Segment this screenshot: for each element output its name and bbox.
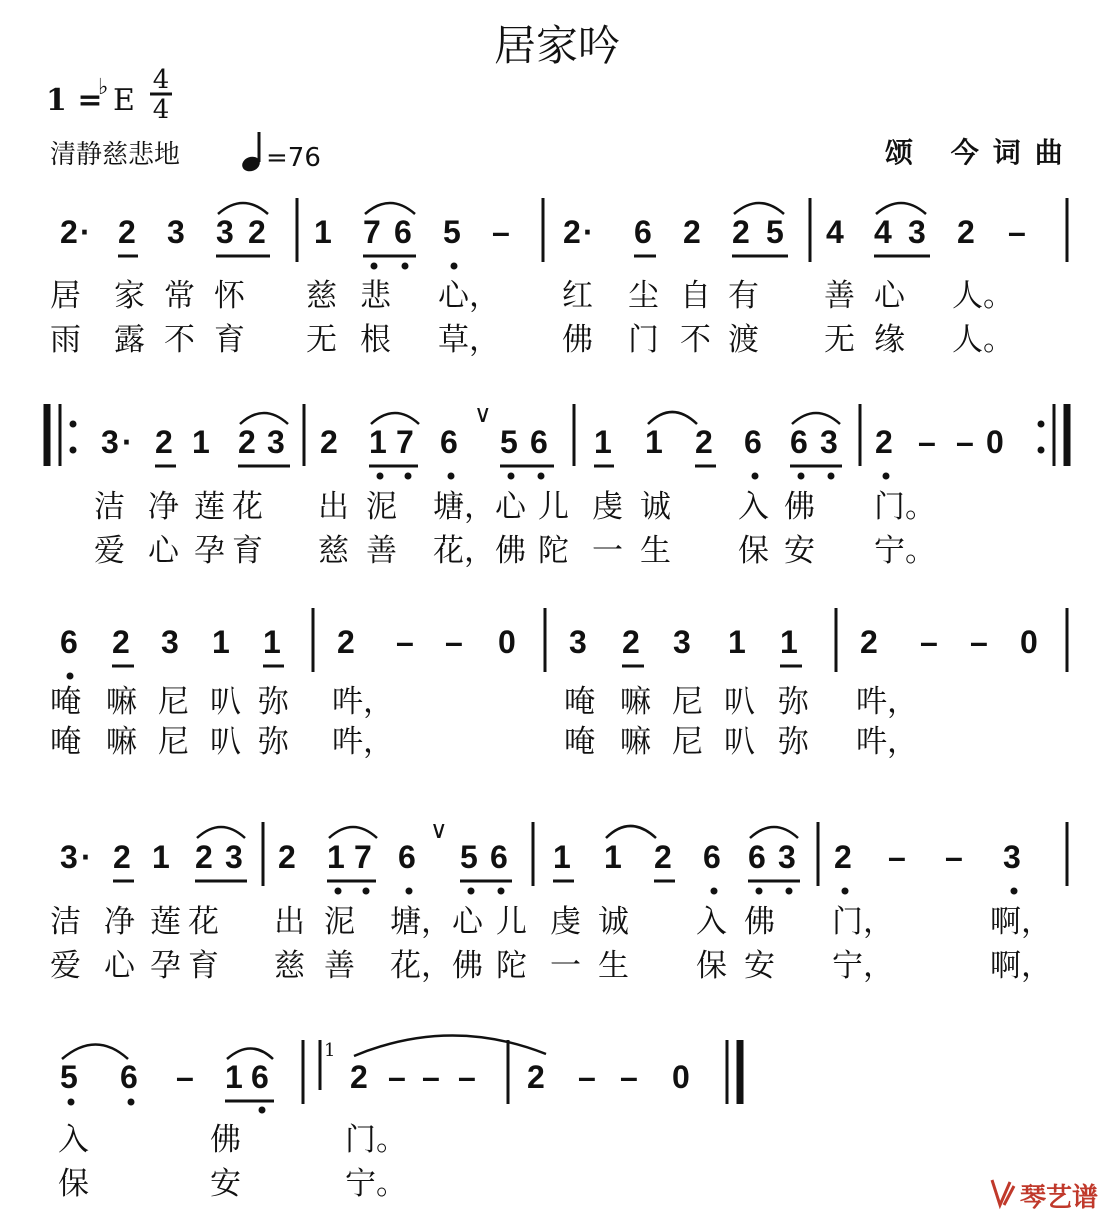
svg-text:6: 6 bbox=[790, 424, 808, 460]
svg-text:自: 自 bbox=[680, 278, 711, 314]
svg-text:慈: 慈 bbox=[306, 278, 337, 314]
svg-text:6: 6 bbox=[398, 839, 416, 875]
key-signature bbox=[46, 65, 172, 125]
svg-text:心，: 心， bbox=[438, 278, 500, 314]
svg-text:唵: 唵 bbox=[564, 724, 595, 760]
svg-text:·: · bbox=[81, 839, 92, 875]
time-signature-top: 4 bbox=[152, 65, 170, 95]
svg-text:1: 1 bbox=[728, 624, 746, 660]
svg-text:善: 善 bbox=[366, 533, 397, 569]
svg-text:心: 心 bbox=[874, 278, 905, 314]
svg-text:5: 5 bbox=[766, 214, 784, 250]
svg-text:–: – bbox=[422, 1059, 440, 1095]
svg-text:露: 露 bbox=[114, 322, 145, 358]
svg-text:佛: 佛 bbox=[744, 904, 775, 940]
svg-text:1: 1 bbox=[263, 624, 281, 660]
svg-text:慈: 慈 bbox=[274, 948, 305, 984]
svg-text:3: 3 bbox=[1003, 839, 1021, 875]
svg-text:–: – bbox=[1008, 214, 1026, 250]
svg-text:唵: 唵 bbox=[50, 684, 81, 720]
svg-text:陀: 陀 bbox=[538, 533, 569, 569]
svg-text:叭: 叭 bbox=[210, 724, 241, 760]
svg-text:陀: 陀 bbox=[496, 948, 527, 984]
svg-text:育: 育 bbox=[188, 948, 219, 984]
svg-text:2: 2 bbox=[527, 1059, 545, 1095]
svg-text:2: 2 bbox=[654, 839, 672, 875]
svg-text:生: 生 bbox=[598, 948, 629, 984]
svg-text:–: – bbox=[956, 424, 974, 460]
svg-text:0: 0 bbox=[498, 624, 516, 660]
breath-mark: ∨ bbox=[430, 816, 448, 844]
svg-text:洁: 洁 bbox=[94, 489, 125, 525]
notes bbox=[60, 624, 1038, 660]
svg-text:–: – bbox=[176, 1059, 194, 1095]
svg-text:·: · bbox=[122, 424, 133, 460]
svg-text:吽，: 吽， bbox=[856, 724, 918, 760]
svg-text:诚: 诚 bbox=[598, 904, 629, 940]
svg-text:2: 2 bbox=[875, 424, 893, 460]
svg-text:弥: 弥 bbox=[258, 684, 289, 720]
svg-text:5: 5 bbox=[60, 1059, 78, 1095]
svg-text:花: 花 bbox=[232, 489, 263, 525]
svg-text:叭: 叭 bbox=[724, 724, 755, 760]
svg-text:2: 2 bbox=[732, 214, 750, 250]
svg-text:3: 3 bbox=[267, 424, 285, 460]
svg-text:3: 3 bbox=[673, 624, 691, 660]
svg-text:爱: 爱 bbox=[50, 948, 81, 984]
breath-mark: ∨ bbox=[474, 400, 492, 428]
svg-text:3: 3 bbox=[167, 214, 185, 250]
svg-text:宁。: 宁。 bbox=[874, 533, 936, 569]
svg-text:孕: 孕 bbox=[150, 948, 181, 984]
svg-text:尼: 尼 bbox=[158, 724, 189, 760]
logo-icon bbox=[992, 1180, 1014, 1205]
svg-text:啊，: 啊， bbox=[990, 948, 1052, 984]
score-line-5 bbox=[58, 1035, 740, 1202]
svg-text:尼: 尼 bbox=[672, 724, 703, 760]
svg-text:2: 2 bbox=[155, 424, 173, 460]
svg-text:安: 安 bbox=[784, 533, 815, 569]
svg-text:7: 7 bbox=[354, 839, 372, 875]
svg-text:雨: 雨 bbox=[50, 322, 81, 358]
svg-text:红: 红 bbox=[562, 278, 593, 314]
svg-text:6: 6 bbox=[744, 424, 762, 460]
svg-text:吽，: 吽， bbox=[856, 684, 918, 720]
svg-text:一: 一 bbox=[550, 948, 581, 984]
svg-text:2: 2 bbox=[683, 214, 701, 250]
svg-text:弥: 弥 bbox=[258, 724, 289, 760]
notes bbox=[101, 424, 1004, 460]
svg-text:2: 2 bbox=[278, 839, 296, 875]
svg-text:宁。: 宁。 bbox=[345, 1166, 407, 1202]
svg-text:吽，: 吽， bbox=[332, 724, 394, 760]
svg-text:1: 1 bbox=[314, 214, 332, 250]
svg-text:善: 善 bbox=[324, 948, 355, 984]
time-signature-bottom: 4 bbox=[152, 95, 170, 125]
svg-text:佛: 佛 bbox=[210, 1122, 241, 1158]
svg-text:门: 门 bbox=[628, 322, 659, 358]
svg-text:塘，心: 塘，心 bbox=[390, 904, 483, 940]
svg-text:2: 2 bbox=[195, 839, 213, 875]
svg-text:悲: 悲 bbox=[360, 278, 391, 314]
svg-text:渡: 渡 bbox=[728, 322, 759, 358]
score-line-3 bbox=[50, 608, 1067, 760]
svg-text:有: 有 bbox=[728, 278, 759, 314]
svg-text:6: 6 bbox=[394, 214, 412, 250]
svg-text:5: 5 bbox=[500, 424, 518, 460]
svg-text:入: 入 bbox=[696, 904, 727, 940]
svg-text:–: – bbox=[445, 624, 463, 660]
svg-text:3: 3 bbox=[569, 624, 587, 660]
svg-text:安: 安 bbox=[210, 1166, 241, 1202]
expression-mark: 清静慈悲地 bbox=[50, 140, 181, 170]
svg-text:唵: 唵 bbox=[564, 684, 595, 720]
svg-text:家: 家 bbox=[114, 278, 145, 314]
svg-text:2: 2 bbox=[834, 839, 852, 875]
svg-text:3: 3 bbox=[778, 839, 796, 875]
svg-text:0: 0 bbox=[672, 1059, 690, 1095]
svg-text:善: 善 bbox=[824, 278, 855, 314]
lyrics-verse-2 bbox=[50, 724, 918, 760]
lyrics-verse-1 bbox=[50, 904, 1052, 940]
svg-text:1: 1 bbox=[369, 424, 387, 460]
svg-text:5: 5 bbox=[460, 839, 478, 875]
tempo-mark bbox=[240, 132, 321, 174]
svg-text:不: 不 bbox=[680, 322, 711, 358]
score-line-4 bbox=[50, 816, 1067, 984]
svg-text:叭: 叭 bbox=[724, 684, 755, 720]
svg-text:门。: 门。 bbox=[874, 489, 936, 525]
svg-text:5: 5 bbox=[443, 214, 461, 250]
svg-text:出: 出 bbox=[274, 904, 305, 940]
svg-text:1: 1 bbox=[594, 424, 612, 460]
svg-text:–: – bbox=[620, 1059, 638, 1095]
svg-text:尘: 尘 bbox=[628, 278, 659, 314]
svg-text:缘: 缘 bbox=[874, 322, 905, 358]
svg-text:不: 不 bbox=[164, 322, 195, 358]
svg-text:2: 2 bbox=[563, 214, 581, 250]
svg-text:无: 无 bbox=[824, 322, 855, 358]
svg-text:虔: 虔 bbox=[592, 489, 623, 525]
svg-text:2: 2 bbox=[957, 214, 975, 250]
svg-text:爱: 爱 bbox=[94, 533, 125, 569]
svg-text:佛: 佛 bbox=[784, 489, 815, 525]
svg-text:洁: 洁 bbox=[50, 904, 81, 940]
svg-text:4: 4 bbox=[826, 214, 844, 250]
svg-text:–: – bbox=[458, 1059, 476, 1095]
svg-text:2: 2 bbox=[320, 424, 338, 460]
svg-text:出: 出 bbox=[318, 489, 349, 525]
svg-text:1: 1 bbox=[212, 624, 230, 660]
svg-text:6: 6 bbox=[251, 1059, 269, 1095]
lyrics-verse-1 bbox=[50, 684, 918, 720]
svg-text:2: 2 bbox=[118, 214, 136, 250]
svg-text:2: 2 bbox=[112, 624, 130, 660]
svg-text:3: 3 bbox=[60, 839, 78, 875]
svg-text:嘛: 嘛 bbox=[620, 724, 651, 760]
svg-text:嘛: 嘛 bbox=[106, 684, 137, 720]
svg-text:琴艺谱: 琴艺谱 bbox=[1020, 1183, 1099, 1213]
svg-text:吽，: 吽， bbox=[332, 684, 394, 720]
svg-text:心: 心 bbox=[104, 948, 135, 984]
svg-text:儿: 儿 bbox=[538, 489, 569, 525]
svg-text:泥: 泥 bbox=[324, 904, 355, 940]
svg-text:1: 1 bbox=[780, 624, 798, 660]
svg-text:慈: 慈 bbox=[318, 533, 349, 569]
svg-text:无: 无 bbox=[306, 322, 337, 358]
svg-text:1: 1 bbox=[645, 424, 663, 460]
lyrics-verse-2 bbox=[58, 1166, 407, 1202]
svg-text:6: 6 bbox=[703, 839, 721, 875]
svg-text:–: – bbox=[388, 1059, 406, 1095]
svg-text:6: 6 bbox=[60, 624, 78, 660]
svg-text:3: 3 bbox=[101, 424, 119, 460]
svg-text:2: 2 bbox=[695, 424, 713, 460]
svg-text:–: – bbox=[918, 424, 936, 460]
svg-text:净: 净 bbox=[104, 904, 135, 940]
svg-text:人。: 人。 bbox=[952, 322, 1014, 358]
lyrics-verse-2 bbox=[50, 948, 1052, 984]
notes bbox=[60, 839, 1021, 875]
svg-text:2: 2 bbox=[350, 1059, 368, 1095]
svg-text:1: 1 bbox=[225, 1059, 243, 1095]
svg-text:2: 2 bbox=[113, 839, 131, 875]
svg-text:净: 净 bbox=[148, 489, 179, 525]
svg-text:7: 7 bbox=[363, 214, 381, 250]
svg-text:–: – bbox=[920, 624, 938, 660]
svg-text:保: 保 bbox=[738, 533, 769, 569]
svg-text:儿: 儿 bbox=[496, 904, 527, 940]
svg-text:佛: 佛 bbox=[562, 322, 593, 358]
svg-text:0: 0 bbox=[986, 424, 1004, 460]
score-line-2 bbox=[47, 400, 1067, 569]
svg-text:常: 常 bbox=[164, 278, 195, 314]
svg-text:入: 入 bbox=[738, 489, 769, 525]
svg-text:=76: =76 bbox=[266, 143, 321, 173]
svg-text:啊，: 啊， bbox=[990, 904, 1052, 940]
svg-text:·: · bbox=[583, 214, 594, 250]
svg-text:塘，心: 塘，心 bbox=[433, 489, 526, 525]
svg-text:诚: 诚 bbox=[640, 489, 671, 525]
svg-text:–: – bbox=[970, 624, 988, 660]
svg-text:花: 花 bbox=[188, 904, 219, 940]
svg-text:莲: 莲 bbox=[150, 904, 181, 940]
svg-text:花，佛: 花，佛 bbox=[433, 533, 526, 569]
svg-text:–: – bbox=[945, 839, 963, 875]
svg-text:尼: 尼 bbox=[158, 684, 189, 720]
svg-text:3: 3 bbox=[161, 624, 179, 660]
svg-text:2: 2 bbox=[337, 624, 355, 660]
svg-text:1: 1 bbox=[192, 424, 210, 460]
svg-text:1: 1 bbox=[324, 1040, 336, 1061]
svg-text:2: 2 bbox=[238, 424, 256, 460]
lyrics-verse-1 bbox=[58, 1122, 407, 1158]
svg-text:尼: 尼 bbox=[672, 684, 703, 720]
svg-text:1: 1 bbox=[152, 839, 170, 875]
svg-text:7: 7 bbox=[396, 424, 414, 460]
svg-text:4: 4 bbox=[874, 214, 892, 250]
svg-text:心: 心 bbox=[148, 533, 179, 569]
svg-text:2: 2 bbox=[248, 214, 266, 250]
svg-text:一: 一 bbox=[592, 533, 623, 569]
svg-text:孕: 孕 bbox=[194, 533, 225, 569]
svg-text:♭: ♭ bbox=[98, 75, 109, 100]
svg-text:E: E bbox=[113, 83, 135, 118]
svg-text:3: 3 bbox=[216, 214, 234, 250]
song-title: 居家吟 bbox=[493, 21, 621, 70]
svg-text:保: 保 bbox=[58, 1166, 89, 1202]
svg-text:门。: 门。 bbox=[345, 1122, 407, 1158]
svg-text:宁，: 宁， bbox=[832, 948, 894, 984]
svg-text:6: 6 bbox=[120, 1059, 138, 1095]
svg-text:入: 入 bbox=[58, 1122, 89, 1158]
svg-text:根: 根 bbox=[360, 322, 391, 358]
svg-text:莲: 莲 bbox=[194, 489, 225, 525]
svg-text:保: 保 bbox=[696, 948, 727, 984]
svg-text:育: 育 bbox=[232, 533, 263, 569]
svg-text:安: 安 bbox=[744, 948, 775, 984]
svg-text:育: 育 bbox=[214, 322, 245, 358]
svg-text:唵: 唵 bbox=[50, 724, 81, 760]
svg-text:6: 6 bbox=[530, 424, 548, 460]
svg-text:3: 3 bbox=[820, 424, 838, 460]
svg-text:1 =: 1 = bbox=[46, 83, 103, 118]
svg-text:–: – bbox=[578, 1059, 596, 1095]
svg-text:2: 2 bbox=[622, 624, 640, 660]
svg-text:3: 3 bbox=[225, 839, 243, 875]
svg-text:3: 3 bbox=[908, 214, 926, 250]
svg-text:6: 6 bbox=[748, 839, 766, 875]
site-logo bbox=[992, 1180, 1098, 1213]
lyrics-verse-2 bbox=[94, 533, 936, 569]
svg-text:居: 居 bbox=[50, 278, 81, 314]
svg-text:嘛: 嘛 bbox=[620, 684, 651, 720]
svg-text:·: · bbox=[80, 214, 91, 250]
svg-text:嘛: 嘛 bbox=[106, 724, 137, 760]
lyrics-verse-1 bbox=[94, 489, 936, 525]
svg-text:1: 1 bbox=[604, 839, 622, 875]
svg-text:1: 1 bbox=[553, 839, 571, 875]
lyrics-verse-2 bbox=[50, 322, 1014, 358]
svg-text:叭: 叭 bbox=[210, 684, 241, 720]
svg-text:虔: 虔 bbox=[550, 904, 581, 940]
svg-text:2: 2 bbox=[60, 214, 78, 250]
svg-text:怀: 怀 bbox=[214, 278, 245, 314]
svg-text:弥: 弥 bbox=[778, 724, 809, 760]
svg-text:6: 6 bbox=[634, 214, 652, 250]
svg-text:2: 2 bbox=[860, 624, 878, 660]
svg-text:–: – bbox=[888, 839, 906, 875]
svg-text:–: – bbox=[396, 624, 414, 660]
svg-text:草，: 草， bbox=[438, 322, 500, 358]
svg-text:生: 生 bbox=[640, 533, 671, 569]
first-ending-mark bbox=[320, 1040, 335, 1090]
svg-text:门，: 门， bbox=[832, 904, 894, 940]
svg-text:–: – bbox=[492, 214, 510, 250]
score-line-1 bbox=[50, 198, 1067, 358]
svg-text:泥: 泥 bbox=[366, 489, 397, 525]
notes bbox=[60, 1059, 690, 1095]
svg-text:6: 6 bbox=[490, 839, 508, 875]
svg-text:0: 0 bbox=[1020, 624, 1038, 660]
svg-text:花，佛: 花，佛 bbox=[390, 948, 483, 984]
svg-text:1: 1 bbox=[327, 839, 345, 875]
lyrics-verse-1 bbox=[50, 278, 1014, 314]
composer-credit: 颂 今词曲 bbox=[885, 136, 1077, 169]
svg-text:人。: 人。 bbox=[952, 278, 1014, 314]
svg-text:6: 6 bbox=[440, 424, 458, 460]
svg-text:弥: 弥 bbox=[778, 684, 809, 720]
